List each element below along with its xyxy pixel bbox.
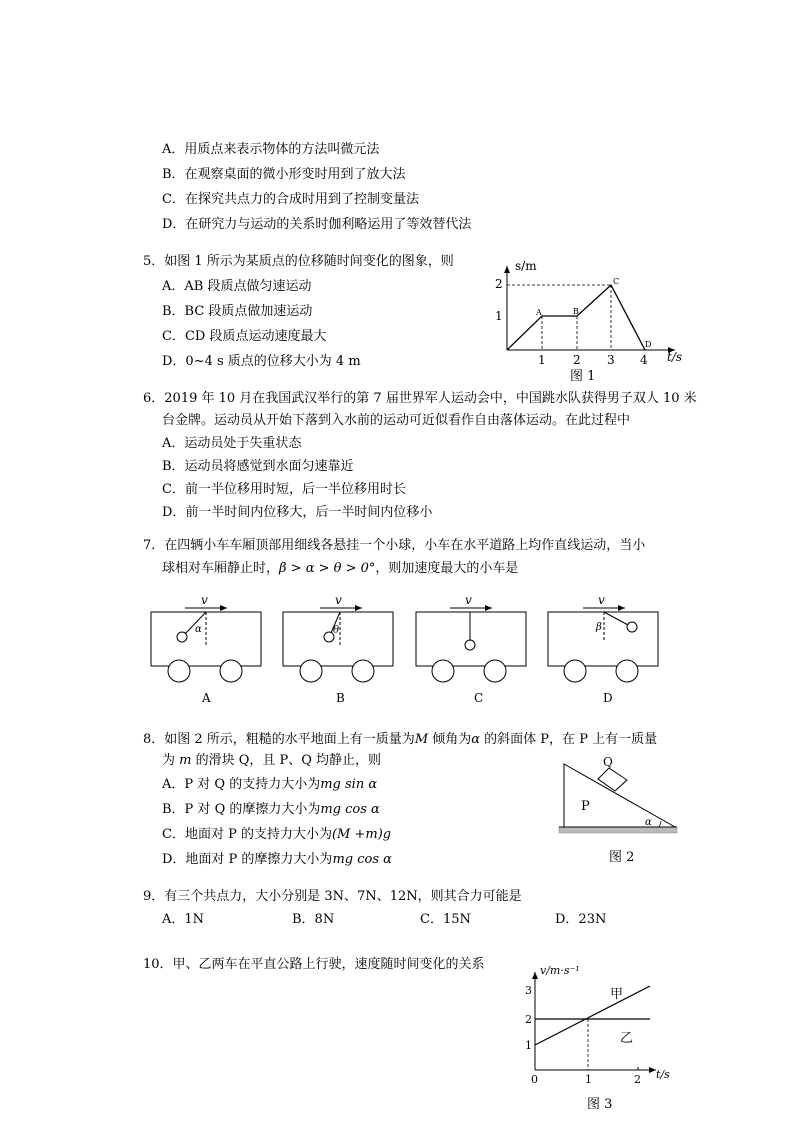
car-b-angle: θ bbox=[333, 625, 340, 636]
svg-text:v: v bbox=[598, 593, 605, 607]
q9-option-b: B．8N bbox=[292, 912, 335, 927]
q8-option-b: B．P 对 Q 的摩擦力大小为mg cos α bbox=[162, 802, 380, 817]
q7-stem-line2: 球相对车厢静止时，β > α > θ > 0°，则加速度最大的小车是 bbox=[162, 561, 519, 576]
fig2-label-p: P bbox=[581, 799, 590, 814]
q5-option-c: C．CD 段质点运动速度最大 bbox=[162, 329, 327, 344]
q9-option-c: C．15N bbox=[420, 912, 471, 927]
q9-option-d: D．23N bbox=[555, 912, 607, 927]
fig1-ytick-1: 1 bbox=[495, 309, 503, 323]
figure-1-caption: 图 1 bbox=[570, 369, 596, 384]
q8-stem-line1: 8．如图 2 所示，粗糙的水平地面上有一质量为M 倾角为α 的斜面体 P，在 P 上有一质量 bbox=[143, 732, 658, 747]
fig3-xtick-0: 0 bbox=[531, 1073, 538, 1086]
q9-stem: 9．有三个共点力，大小分别是 3N、7N、12N，则其合力可能是 bbox=[143, 889, 522, 904]
fig1-ytick-2: 2 bbox=[495, 277, 503, 291]
figure-2-incline bbox=[557, 752, 687, 842]
fig3-xtick-2: 2 bbox=[634, 1073, 641, 1086]
car-a-angle: α bbox=[195, 624, 202, 635]
q4-option-d: D．在研究力与运动的关系时伽利略运用了等效替代法 bbox=[162, 217, 472, 232]
car-d bbox=[548, 593, 658, 705]
figure-3-graph bbox=[518, 962, 688, 1087]
fig3-ytick-1: 1 bbox=[525, 1039, 532, 1052]
q5-option-b: B．BC 段质点做加速运动 bbox=[162, 304, 313, 319]
fig1-xtick-1: 1 bbox=[538, 353, 546, 367]
q6-option-d: D．前一半时间内位移大，后一半时间内位移小 bbox=[162, 505, 433, 520]
fig3-ytick-3: 3 bbox=[525, 984, 532, 997]
fig2-angle: α bbox=[645, 817, 652, 828]
fig1-ylabel: s/m bbox=[515, 259, 537, 273]
fig3-label-jia: 甲 bbox=[610, 987, 624, 1002]
fig1-xlabel: t/s bbox=[667, 350, 683, 364]
car-a-label: A bbox=[202, 691, 211, 705]
q5-option-d: D．0~4 s 质点的位移大小为 4 m bbox=[162, 354, 361, 369]
car-c bbox=[416, 593, 526, 705]
fig3-xlabel: t/s bbox=[656, 1068, 670, 1081]
car-c-label: C bbox=[474, 691, 484, 705]
car-d-label: D bbox=[603, 691, 613, 705]
car-a bbox=[151, 593, 261, 705]
fig1-point-a: A bbox=[536, 308, 542, 317]
figure-2-caption: 图 2 bbox=[609, 850, 635, 865]
fig2-block-q bbox=[598, 768, 627, 791]
svg-text:v: v bbox=[201, 593, 208, 607]
q9-option-a: A．1N bbox=[162, 912, 205, 927]
figure-3-caption: 图 3 bbox=[587, 1097, 613, 1112]
fig2-label-q: Q bbox=[603, 755, 613, 769]
fig3-ytick-2: 2 bbox=[525, 1013, 532, 1026]
car-b-label: B bbox=[336, 691, 345, 705]
q8-stem-line2: 为 m 的滑块 Q，且 P、Q 均静止，则 bbox=[162, 753, 382, 768]
q8-option-d: D．地面对 P 的摩擦力大小为mg cos α bbox=[162, 852, 392, 867]
fig1-point-d: D bbox=[645, 340, 652, 349]
q6-option-b: B．运动员将感觉到水面匀速靠近 bbox=[162, 459, 354, 474]
fig1-xtick-4: 4 bbox=[640, 353, 648, 367]
q8-option-c: C．地面对 P 的支持力大小为(M +m)g bbox=[162, 827, 392, 842]
q5-option-a: A．AB 段质点做匀速运动 bbox=[162, 279, 312, 294]
q8-option-a: A．P 对 Q 的支持力大小为mg sin α bbox=[162, 777, 378, 792]
q4-option-a: A．用质点来表示物体的方法叫微元法 bbox=[162, 142, 380, 157]
q4-option-c: C．在探究共点力的合成时用到了控制变量法 bbox=[162, 192, 419, 207]
q7-angle-inequality: β > α > θ > 0° bbox=[279, 561, 376, 576]
fig1-xtick-3: 3 bbox=[607, 353, 615, 367]
q10-stem: 10．甲、乙两车在平直公路上行驶，速度随时间变化的关系 bbox=[143, 957, 485, 972]
fig3-xtick-1: 1 bbox=[585, 1073, 592, 1086]
q6-stem-line1: 6．2019 年 10 月在我国武汉举行的第 7 届世界军人运动会中，中国跳水队获得男子双人 10 米 bbox=[143, 391, 697, 406]
fig1-point-b: B bbox=[573, 307, 579, 316]
car-d-angle: β bbox=[596, 622, 602, 633]
fig1-xtick-2: 2 bbox=[573, 353, 581, 367]
fig3-ylabel: v/m·s⁻¹ bbox=[540, 964, 580, 977]
svg-text:v: v bbox=[335, 593, 342, 607]
q6-option-a: A．运动员处于失重状态 bbox=[162, 436, 302, 451]
svg-text:v: v bbox=[465, 593, 472, 607]
q5-stem: 5．如图 1 所示为某质点的位移随时间变化的图象，则 bbox=[143, 254, 454, 269]
q7-cars-figure bbox=[145, 590, 685, 710]
car-b bbox=[283, 593, 393, 705]
fig1-curve bbox=[507, 285, 645, 350]
q4-option-b: B．在观察桌面的微小形变时用到了放大法 bbox=[162, 167, 406, 182]
q7-stem-line1: 7．在四辆小车车厢顶部用细线各悬挂一个小球，小车在水平道路上均作直线运动，当小 bbox=[143, 538, 646, 553]
fig1-point-c: C bbox=[613, 277, 620, 286]
fig3-label-yi: 乙 bbox=[620, 1031, 634, 1046]
q6-option-c: C．前一半位移用时短，后一半位移用时长 bbox=[162, 482, 406, 497]
q6-stem-line2: 台金牌。运动员从开始下落到入水前的运动可近似看作自由落体运动。在此过程中 bbox=[162, 413, 631, 428]
